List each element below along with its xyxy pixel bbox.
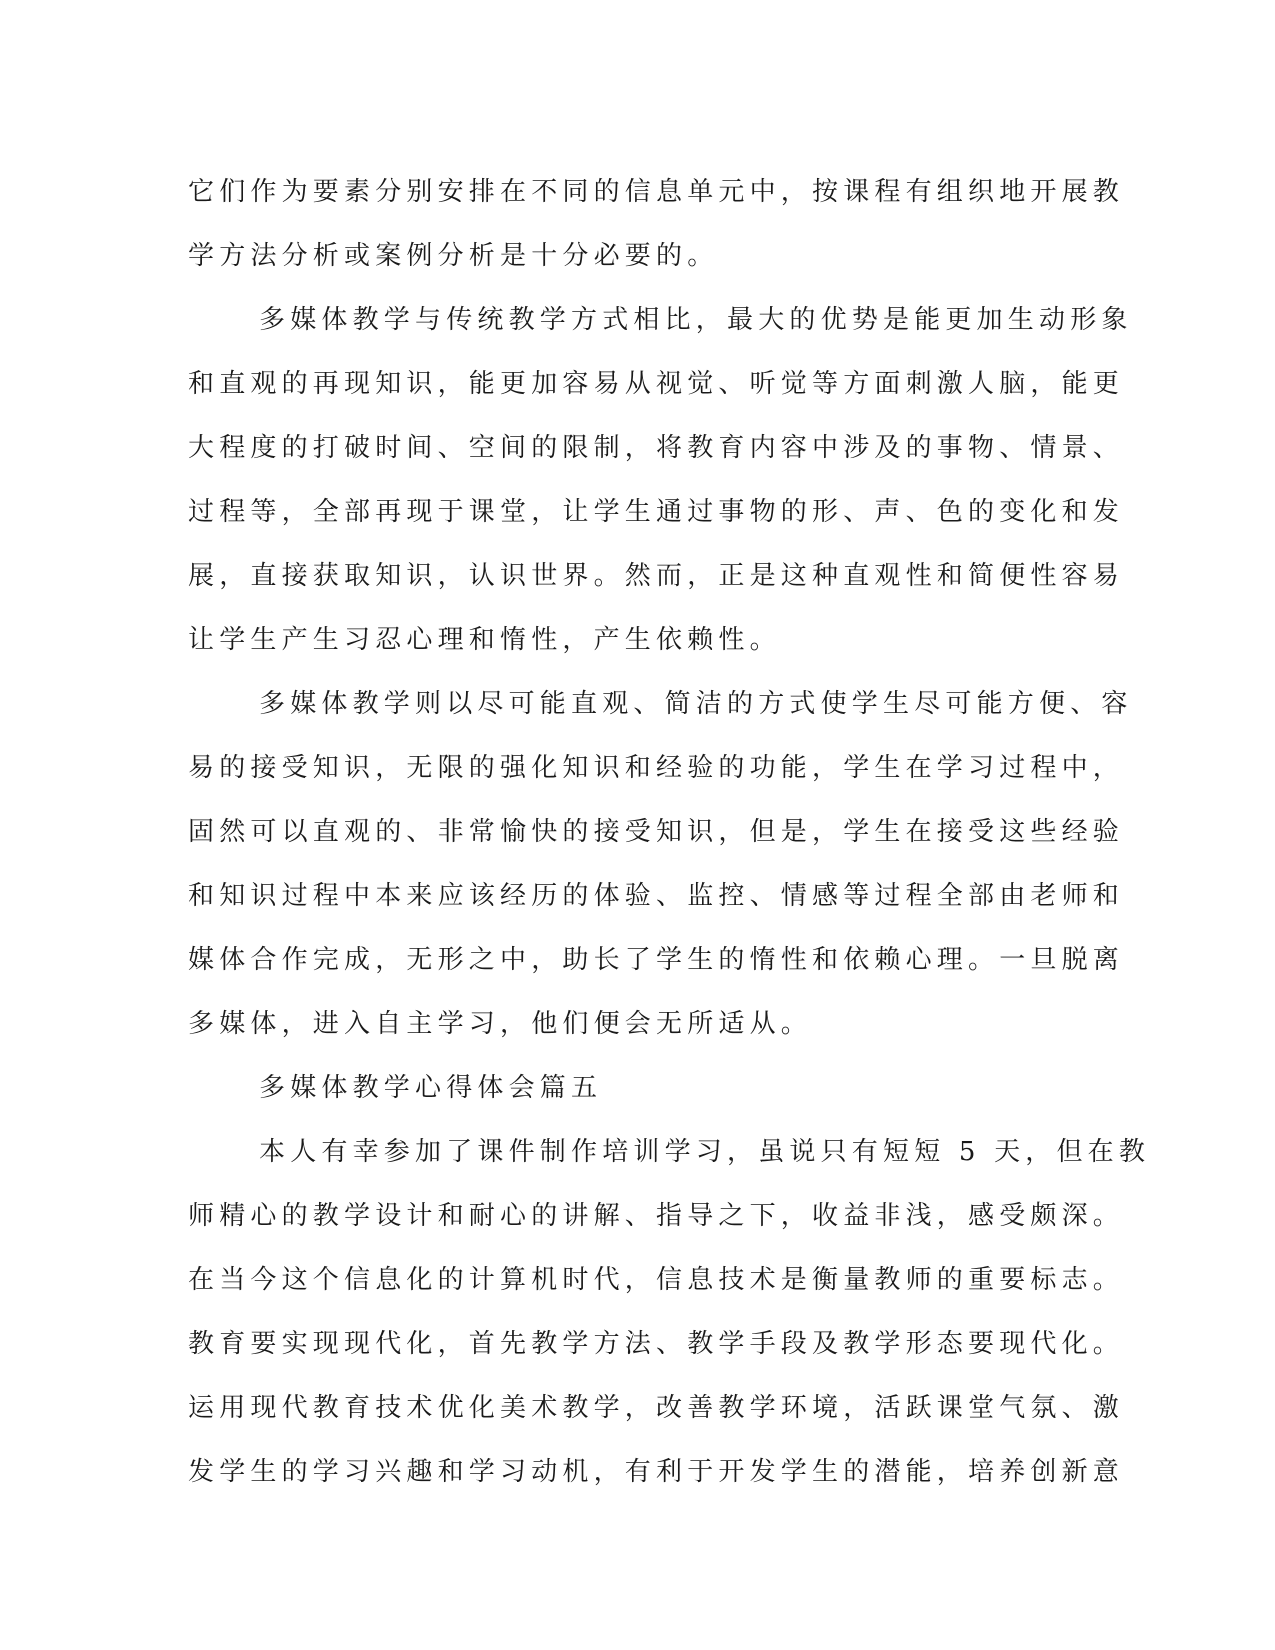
text-line: 教育要实现现代化，首先教学方法、教学手段及教学形态要现代化。 [188,1329,1125,1359]
text-line: 它们作为要素分别安排在不同的信息单元中，按课程有组织地开展教 [188,177,1125,207]
text-line: 媒体合作完成，无形之中，助长了学生的惰性和依赖心理。一旦脱离 [188,945,1125,975]
text-line: 固然可以直观的、非常愉快的接受知识，但是，学生在接受这些经验 [188,817,1125,847]
text-line: 易的接受知识，无限的强化知识和经验的功能，学生在学习过程中， [188,753,1125,783]
document-body [188,160,1151,1504]
text-line: 让学生产生习忍心理和惰性，产生依赖性。 [188,625,781,655]
text-line: 和知识过程中本来应该经历的体验、监控、情感等过程全部由老师和 [188,881,1125,911]
text-line: 多媒体教学与传统教学方式相比，最大的优势是能更加生动形象 [259,305,1133,335]
text-line: 过程等，全部再现于课堂，让学生通过事物的形、声、色的变化和发 [188,497,1125,527]
text-line: 学方法分析或案例分析是十分必要的。 [188,241,719,271]
text-line: 和直观的再现知识，能更加容易从视觉、听觉等方面刺激人脑，能更 [188,369,1125,399]
text-line: 本人有幸参加了课件制作培训学习，虽说只有短短 5 天，但在教 [259,1137,1151,1167]
text-line: 多媒体，进入自主学习，他们便会无所适从。 [188,1009,813,1039]
text-line: 多媒体教学心得体会篇五 [259,1073,603,1103]
text-line: 在当今这个信息化的计算机时代，信息技术是衡量教师的重要标志。 [188,1265,1125,1295]
text-line: 大程度的打破时间、空间的限制，将教育内容中涉及的事物、情景、 [188,433,1125,463]
text-line: 发学生的学习兴趣和学习动机，有利于开发学生的潜能，培养创新意 [188,1457,1125,1487]
text-line: 展，直接获取知识，认识世界。然而，正是这种直观性和简便性容易 [188,561,1125,591]
text-line: 师精心的教学设计和耐心的讲解、指导之下，收益非浅，感受颇深。 [188,1201,1125,1231]
text-line: 多媒体教学则以尽可能直观、简洁的方式使学生尽可能方便、容 [259,689,1133,719]
text-line: 运用现代教育技术优化美术教学，改善教学环境，活跃课堂气氛、激 [188,1393,1125,1423]
